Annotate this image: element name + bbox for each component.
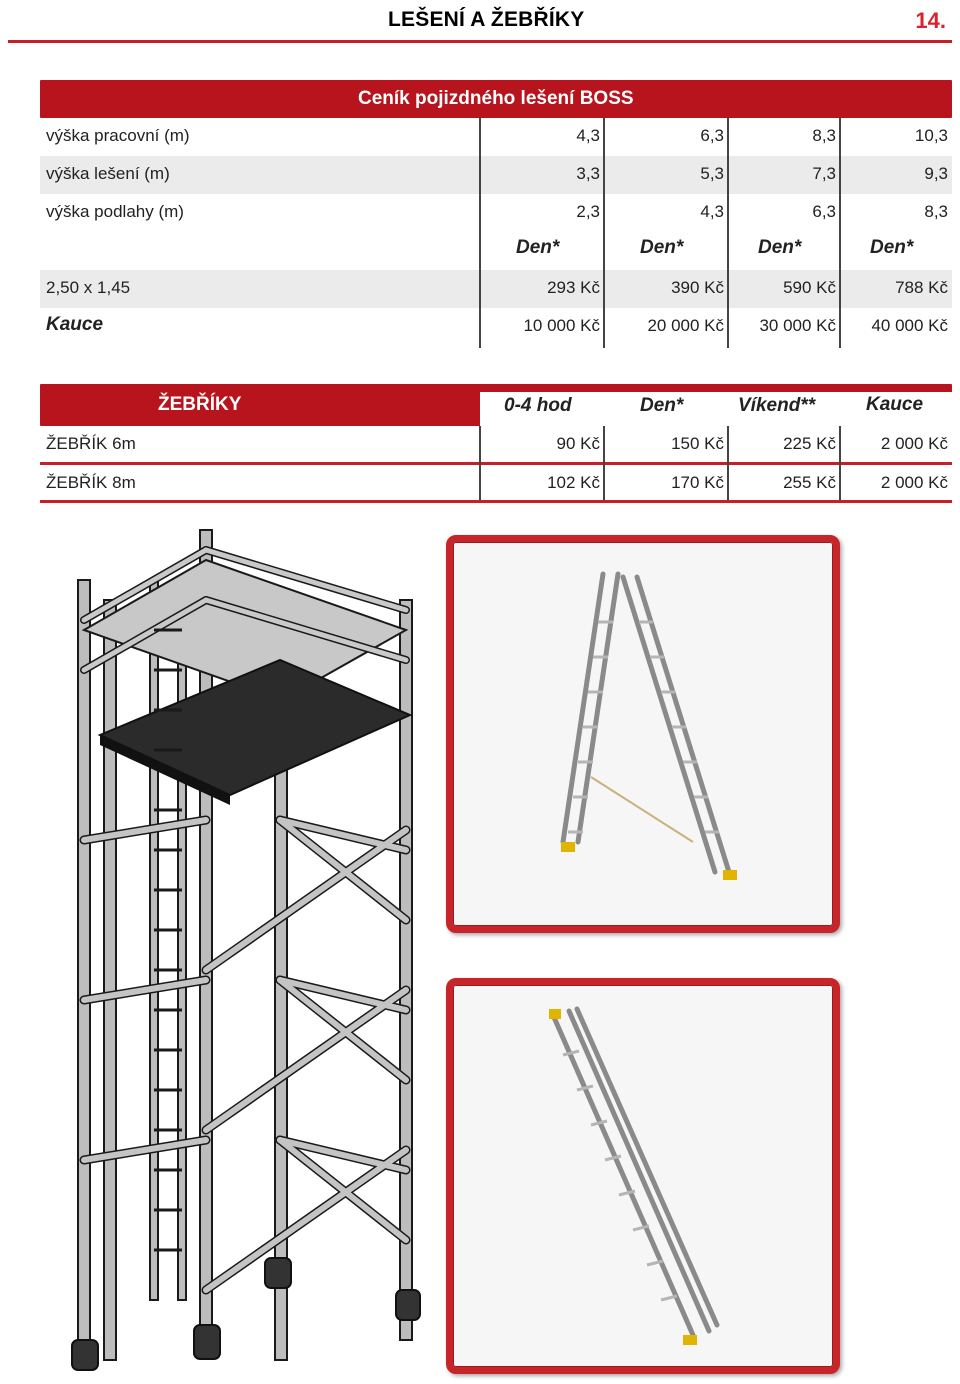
column-header: 0-4 hod (504, 395, 572, 416)
table-row (40, 118, 952, 156)
table-row (40, 270, 952, 308)
column-header: Den* (640, 237, 684, 258)
column-header: Den* (516, 237, 560, 258)
table-cell: 3,3 (576, 164, 600, 183)
column-divider (839, 118, 841, 348)
header-divider (8, 40, 952, 43)
table-cell: 90 Kč (556, 434, 600, 453)
table-cell: 10,3 (914, 126, 948, 145)
column-header: Den* (640, 395, 684, 416)
table-cell: 10 000 Kč (523, 316, 600, 335)
table-cell: 2 000 Kč (880, 434, 948, 453)
column-divider (727, 426, 729, 500)
row-label: 2,50 x 1,45 (46, 278, 131, 297)
extension-ladder-photo (446, 978, 840, 1374)
extension-ladder-image (453, 985, 833, 1367)
table-cell: 8,3 (924, 202, 948, 221)
scaffold-table-title: Ceník pojizdného lešení BOSS (358, 88, 634, 109)
table-row (40, 156, 952, 194)
page-title: LEŠENÍ A ŽEBŘÍKY (388, 8, 585, 31)
column-divider (839, 426, 841, 500)
table-row (40, 308, 952, 346)
scaffold-table-title-band (40, 80, 952, 118)
table-row (40, 426, 952, 464)
column-divider (603, 426, 605, 500)
table-cell: 6,3 (812, 202, 836, 221)
three-part-ladder-photo (446, 535, 840, 933)
ladder-table-title: ŽEBŘÍKY (158, 394, 242, 415)
table-cell: 150 Kč (671, 434, 724, 453)
table-cell: 2 000 Kč (880, 473, 948, 492)
table-cell: 40 000 Kč (871, 316, 948, 335)
column-divider (603, 118, 605, 348)
table-cell: 4,3 (576, 126, 600, 145)
column-divider (479, 426, 481, 500)
table-row (40, 194, 952, 232)
table-cell: 255 Kč (783, 473, 836, 492)
row-label: Kauce (46, 314, 104, 335)
table-cell: 225 Kč (783, 434, 836, 453)
mobile-scaffold-image (60, 520, 440, 1380)
row-label: výška podlahy (m) (46, 202, 184, 221)
ladder-column-headers (480, 392, 952, 426)
table-cell: 293 Kč (547, 278, 600, 297)
column-header: Kauce (866, 394, 924, 415)
table-cell: 170 Kč (671, 473, 724, 492)
page-number: 14. (915, 8, 946, 33)
table-cell: 788 Kč (895, 278, 948, 297)
table-cell: 8,3 (812, 126, 836, 145)
column-header: Den* (758, 237, 802, 258)
table-cell: 5,3 (700, 164, 724, 183)
three-part-ladder-image (453, 542, 833, 926)
table-cell: 590 Kč (783, 278, 836, 297)
table-cell: 9,3 (924, 164, 948, 183)
table-cell: 30 000 Kč (759, 316, 836, 335)
column-divider (479, 118, 481, 348)
row-label: výška lešení (m) (46, 164, 170, 183)
row-label: výška pracovní (m) (46, 126, 190, 145)
row-label: ŽEBŘÍK 6m (46, 434, 136, 453)
table-cell: 20 000 Kč (647, 316, 724, 335)
table-cell: 2,3 (576, 202, 600, 221)
column-divider (727, 118, 729, 348)
row-divider (40, 500, 952, 503)
table-cell: 390 Kč (671, 278, 724, 297)
column-header: Víkend** (738, 395, 816, 416)
table-cell: 7,3 (812, 164, 836, 183)
table-cell: 102 Kč (547, 473, 600, 492)
table-cell: 4,3 (700, 202, 724, 221)
row-label: ŽEBŘÍK 8m (46, 473, 136, 492)
period-header-row (40, 232, 952, 270)
table-row (40, 465, 952, 503)
table-cell: 6,3 (700, 126, 724, 145)
column-header: Den* (870, 237, 914, 258)
